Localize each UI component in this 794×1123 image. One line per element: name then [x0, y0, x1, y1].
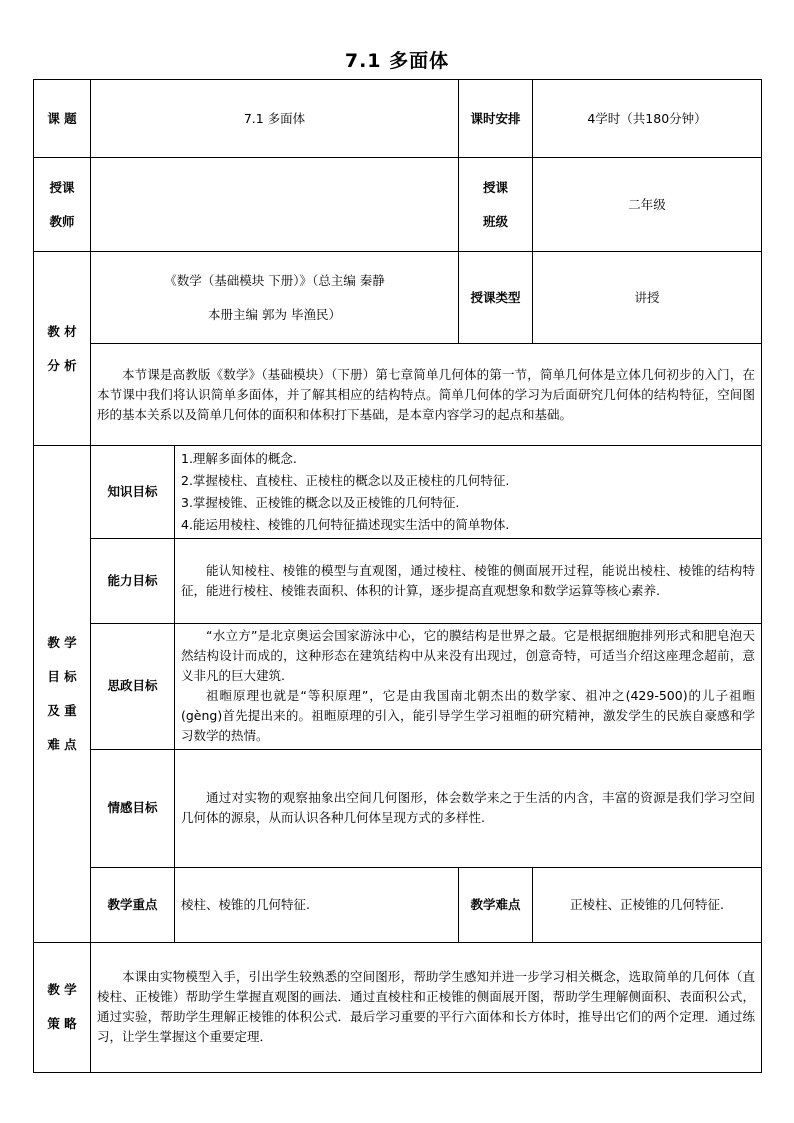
difficulty-text: 正棱柱、正棱锥的几何特征.: [533, 867, 762, 942]
emotion-text: 通过对实物的观察抽象出空间几何图形，体会数学来之于生活的内含，丰富的资源是我们学习空间几何体的源泉，从而认识各种几何体呈现方式的多样性.: [175, 749, 762, 867]
class-label-line1: 授课: [483, 179, 509, 195]
row-ability: [34, 538, 762, 623]
ideology-para1: “水立方”是北京奥运会国家游泳中心，它的膜结构是世界之最。它是根据细胞排列形式和肥皂泡天然结构设计而成的，这种形态在建筑结构中从来没有出现过，创意奇特，可适当介绍这座理念超前，意义非凡的巨大建筑.: [181, 628, 756, 683]
goals-label-line4: 难 点: [47, 736, 77, 752]
textbook-line1: 《数学（基础模块 下册）》（总主编 秦静: [164, 272, 385, 288]
ability-text: 能认知棱柱、棱锥的模型与直观图，通过棱柱、棱锥的侧面展开过程，能说出棱柱、棱锥的结构特征，能进行棱柱、棱锥表面积、体积的计算，逐步提高直观想象和数学运算等核心素养.: [175, 538, 762, 623]
knowledge-item: 2.掌握棱柱、直棱柱、正棱柱的概念以及正棱柱的几何特征.: [181, 472, 510, 488]
row-analysis-body: [34, 344, 762, 446]
difficulty-label-text: 教学难点: [470, 896, 521, 912]
topic-label: 课 题: [34, 80, 91, 158]
analysis-label-line2: 分 析: [47, 357, 77, 373]
analysis-label: [34, 252, 91, 446]
goals-label: [34, 446, 91, 943]
ideology-cell: [175, 623, 762, 749]
row-key-points: [34, 867, 762, 942]
row-ideology: [34, 623, 762, 749]
key-points-text: 棱柱、棱锥的几何特征.: [175, 867, 459, 942]
teacher-label-line1: 授课: [49, 179, 75, 195]
knowledge-item: 4.能运用棱柱、棱锥的几何特征描述现实生活中的简单物体.: [181, 516, 510, 532]
class-value: 二年级: [533, 158, 762, 252]
goals-label-line1: 教 学: [47, 634, 77, 650]
lesson-type-label: 授课类型: [459, 252, 533, 344]
strategy-label-line2: 策 略: [47, 1016, 77, 1031]
row-strategy: [34, 942, 762, 1072]
knowledge-item: 3.掌握棱锥、正棱锥的概念以及正棱锥的几何特征.: [181, 494, 460, 510]
knowledge-item: 1.理解多面体的概念.: [181, 451, 297, 466]
document-title: 7.1 多面体: [344, 50, 450, 72]
goals-label-line2: 目 标: [47, 668, 77, 684]
topic-value: 7.1 多面体: [91, 80, 459, 158]
difficulty-label: [459, 867, 533, 942]
teacher-label-line2: 教师: [49, 213, 75, 229]
row-topic: [34, 80, 762, 158]
row-teacher: [34, 158, 762, 252]
row-emotion: [34, 749, 762, 867]
knowledge-list: [175, 446, 762, 539]
ability-label: 能力目标: [91, 538, 175, 623]
lesson-type-value: 讲授: [533, 252, 762, 344]
schedule-label: 课时安排: [459, 80, 533, 158]
row-textbook: [34, 252, 762, 344]
analysis-text: 本节课是高教版《数学》（基础模块）（下册）第七章简单几何体的第一节，简单几何体是立体几何初步的入门，在本节课中我们将认识简单多面体，并了解其相应的结构特点。简单几何体的学习为后面研究几何体的结构特征，空间图形的基本关系以及简单几何体的面积和体积打下基础，是本章内容学习的起点和基础。: [91, 344, 762, 446]
teacher-value: [91, 158, 459, 252]
emotion-label: 情感目标: [91, 749, 175, 867]
class-label: [459, 158, 533, 252]
row-knowledge: [34, 446, 762, 539]
class-label-line2: 班级: [483, 213, 509, 229]
schedule-value: 4学时（共180分钟）: [533, 80, 762, 158]
strategy-label: [34, 942, 91, 1072]
key-points-label: 教学重点: [91, 867, 175, 942]
textbook-line2: 本册主编 郭为 毕渔民）: [208, 306, 341, 322]
textbook-info: [91, 252, 459, 344]
strategy-text: 本课由实物模型入手，引出学生较熟悉的空间图形，帮助学生感知并进一步学习相关概念，选取简单的几何体（直棱柱、正棱锥）帮助学生掌握直观图的画法．通过直棱柱和正棱锥的侧面展开图，帮助学生理解侧面积、表面积公式，通过实验，帮助学生理解正棱锥的体积公式．最后学习重要的平行六面体和长方体时，推导出它们的两个定理．通过练习，让学生掌握这个重要定理．: [91, 942, 762, 1072]
analysis-label-line1: 教 材: [47, 323, 77, 339]
knowledge-label: 知识目标: [91, 446, 175, 539]
ideology-label: 思政目标: [91, 623, 175, 749]
lesson-plan-table: [33, 79, 762, 1073]
strategy-label-line1: 教 学: [47, 982, 77, 997]
teacher-label: [34, 158, 91, 252]
ideology-para2: 祖暅原理也就是“等积原理”，它是由我国南北朝杰出的数学家、祖冲之(429-500)的儿子祖暅(gèng)首先提出来的。祖暅原理的引入，能引导学生学习祖暅的研究精神，激发学生的民族自豪感和学习数学的热情。: [181, 688, 756, 743]
goals-label-line3: 及 重: [47, 702, 77, 718]
